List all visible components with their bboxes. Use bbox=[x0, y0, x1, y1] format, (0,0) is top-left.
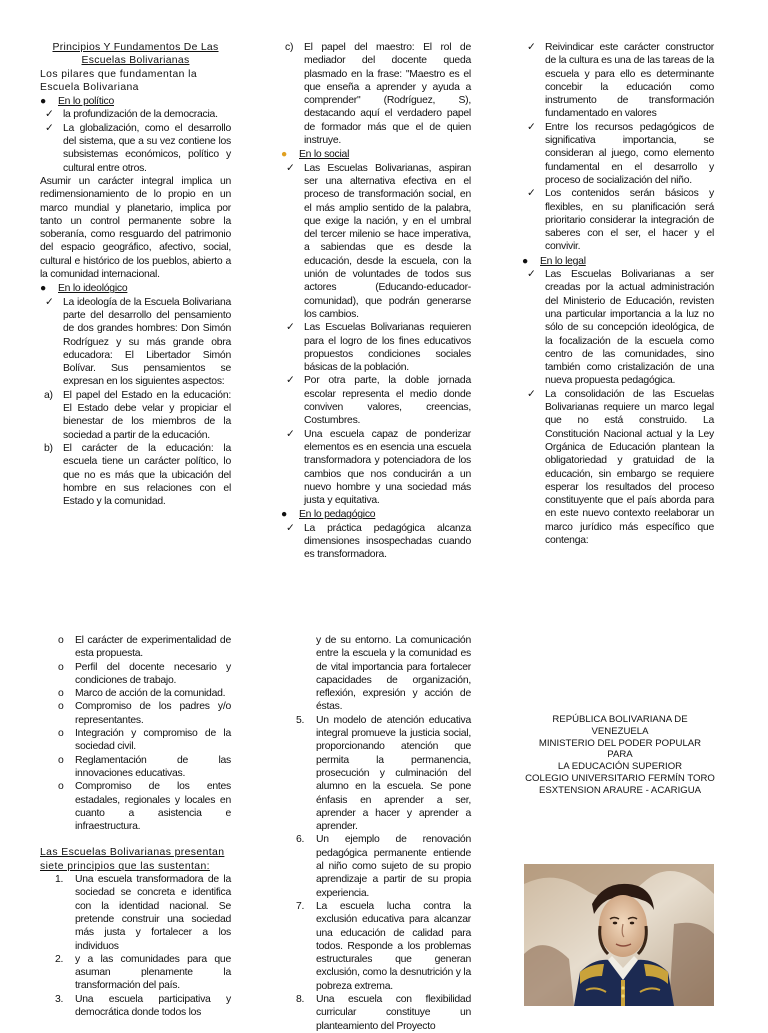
list-item-text: Reivindicar este carácter constructor de la cultura es una de las tareas de la escuela y para ello es determinante concebir la educación como instrumento de transformación fundamentado en valores bbox=[545, 42, 714, 120]
list-item bbox=[40, 661, 231, 688]
list-item bbox=[281, 162, 471, 322]
circle-bullet-icon: o bbox=[58, 781, 64, 793]
list-item-text: La práctica pedagógica alcanza dimensiones insospechadas cuando es transformadora. bbox=[304, 522, 471, 561]
list-number: 3. bbox=[55, 993, 64, 1005]
list-item-text: Entre los recursos pedagógicos de significativa importancia, se consideran al juego, como elemento fundamental en el desarrollo y proceso de socialización del niño. bbox=[545, 121, 714, 186]
list-item-text: Marco de acción de la comunidad. bbox=[75, 688, 226, 700]
panel-legal bbox=[522, 41, 714, 547]
list-item bbox=[40, 634, 231, 661]
list-number: 5. bbox=[296, 714, 305, 726]
list-label: c) bbox=[285, 42, 294, 53]
intro-text: Los pilares que fundamentan la Escuela Bolivariana bbox=[40, 68, 197, 93]
list-item-text: Un modelo de atención educativa integral promueve la justicia social, proporcionando atención que permita la permanencia, prosecución y culminación del alumno en la escuela. Se pone énfasis en aprender a ser, aprender a hacer y aprender a aprender. bbox=[316, 714, 471, 833]
list-item bbox=[40, 442, 231, 508]
check-icon: ✓ bbox=[286, 428, 295, 440]
list-item-text: Integración y compromiso de la sociedad civil. bbox=[75, 728, 231, 753]
paragraph-integral: Asumir un carácter integral implica un redimensionamiento de lo propio en un marco mundial y planetario, implica por tanto un control permanente sobre la soberanía, como resguardo del patrimonio del espacio geográfico, afectivo, social, cultural e histórico de los pueblos, abierto a la comunidad internacional. bbox=[40, 175, 231, 281]
list-item-text: Compromiso de los padres y/o representantes. bbox=[75, 701, 231, 726]
list-item bbox=[40, 873, 231, 953]
check-icon: ✓ bbox=[527, 42, 536, 53]
list-item-text: El papel del maestro: El rol de mediador del docente queda plasmado en la frase: "Maestro es el que enseña a aprender y ayuda a comprender" (Rodríguez, S), destacando aquí el verdadero papel de formador más que el de quien instruye. bbox=[304, 42, 471, 147]
list-item bbox=[40, 754, 231, 781]
list-item-text: El carácter de la educación: la escuela tiene un carácter político, lo que no es más que la ubicación del hombre en sus relaciones con el Estado y la comunidad. bbox=[63, 442, 231, 508]
list-item-text: El carácter de experimentalidad de esta propuesta. bbox=[75, 635, 231, 660]
list-item-text: Las Escuelas Bolivarianas requieren para el logro de los fines educativos propuestos condiciones sociales básicas de la población. bbox=[304, 322, 471, 374]
bullet-dot-icon: ● bbox=[281, 149, 288, 161]
list-item-text: La ideología de la Escuela Bolivariana parte del desarrollo del pensamiento de dos grandes hombres: Don Simón Rodríguez y su más grande obra educadora: El Libertador Simón Bolívar. Sus pensamientos se expresan en los siguientes aspectos: bbox=[63, 296, 231, 388]
list-item bbox=[522, 121, 714, 187]
section-legal bbox=[522, 255, 714, 268]
list-item bbox=[40, 993, 231, 1020]
list-item bbox=[281, 428, 471, 508]
bullet-dot-icon: ● bbox=[40, 283, 47, 295]
list-item bbox=[281, 41, 471, 147]
list-label: a) bbox=[44, 389, 53, 401]
bolivar-portrait-image bbox=[524, 864, 714, 1006]
header-line: LA EDUCACIÓN SUPERIOR bbox=[557, 761, 683, 773]
bullet-dot-icon: ● bbox=[281, 509, 288, 521]
list-item bbox=[40, 389, 231, 442]
list-number: 7. bbox=[296, 900, 305, 912]
list-number: 1. bbox=[55, 874, 64, 886]
list-item bbox=[40, 700, 231, 727]
list-item-text: Una escuela participativa y democrática donde todos los bbox=[75, 993, 231, 1019]
check-icon: ✓ bbox=[286, 375, 295, 387]
section-heading: En lo social bbox=[299, 149, 350, 161]
check-icon: ✓ bbox=[527, 121, 536, 133]
section-pedagogico bbox=[281, 508, 471, 521]
header-line: REPÚBLICA BOLIVARIANA DE VENEZUELA bbox=[552, 714, 688, 737]
section-heading: En lo político bbox=[58, 96, 114, 108]
list-item bbox=[522, 41, 714, 121]
section-ideologico bbox=[40, 282, 231, 295]
list-item-text: Las Escuelas Bolivarianas a ser creadas por la actual administración del Ministerio de Educación, revisten una particular importancia a la luz no sólo de su concepción ideológica, de la focalización de la escuela como centro de las comunidades, sino también como cristalización de una nueva propuesta pedagógica. bbox=[545, 269, 714, 387]
list-item-text: La consolidación de las Escuelas Bolivarianas requiere un marco legal que no está construido. La Constitución Nacional actual y la Ley Orgánica de Educación plantean la obligatoriedad y gratuidad de la educación, sin embargo se requiere esperar los resultados del proceso constituyente que el país aborda para en este nuevo contexto reelaborar un marco jurídico más específico que contenga: bbox=[545, 388, 714, 546]
list-item bbox=[281, 522, 471, 562]
list-item-text: y a las comunidades para que asuman plenamente la transformación del país. bbox=[75, 953, 231, 992]
list-item-text: El papel del Estado en la educación: El Estado debe velar y propiciar el bienestar de los miembros de la sociedad a partir de la educación. bbox=[63, 389, 231, 441]
continuation-text: y de su entorno. La comunicación entre la escuela y la comunidad es de vital importancia para fortalecer capacidades de organización, reflexión, expresión y acción de éstas. bbox=[316, 635, 471, 713]
circle-bullet-icon: o bbox=[58, 754, 64, 766]
list-item bbox=[281, 900, 471, 993]
section-heading: En lo pedagógico bbox=[299, 509, 376, 521]
circle-bullet-icon: o bbox=[58, 728, 64, 740]
circle-bullet-icon: o bbox=[58, 661, 64, 673]
list-item bbox=[40, 122, 231, 175]
list-item-text: La escuela lucha contra la exclusión educativa para alcanzar una educación de calidad para todos. Responde a los problemas estructurales que generan exclusión, como la desnutrición y la pobreza extrema. bbox=[316, 900, 471, 992]
section-heading: En lo ideológico bbox=[58, 283, 128, 295]
panel-principios-cont bbox=[281, 634, 471, 1033]
list-item bbox=[522, 388, 714, 548]
portrait-illustration bbox=[524, 864, 714, 1006]
header-line: ESXTENSION ARAURE - ACARIGUA bbox=[538, 784, 702, 796]
list-number: 2. bbox=[55, 953, 64, 965]
check-icon: ✓ bbox=[527, 388, 536, 400]
panel-social bbox=[281, 41, 471, 562]
list-label: b) bbox=[44, 442, 53, 454]
check-icon: ✓ bbox=[527, 188, 536, 200]
list-item-text: Por otra parte, la doble jornada escolar representa el medio donde conviven valores, creencias, Costumbres. bbox=[304, 375, 471, 427]
list-item-text: Una escuela transformadora de la sociedad se concreta e identifica con la identidad nacional. Se pretende construir una sociedad más justa y fortalecer a los individuos bbox=[75, 874, 231, 952]
list-item-text: Reglamentación de las innovaciones educativas. bbox=[75, 754, 231, 779]
circle-bullet-icon: o bbox=[58, 688, 64, 700]
section-heading: En lo legal bbox=[540, 255, 586, 267]
title-line-2: Escuelas Bolivarianas bbox=[81, 55, 190, 67]
title-line-1: Principios Y Fundamentos De Las bbox=[52, 42, 219, 53]
list-item bbox=[40, 296, 231, 389]
check-icon: ✓ bbox=[286, 522, 295, 534]
bullet-dot-icon: ● bbox=[522, 255, 529, 267]
circle-bullet-icon: o bbox=[58, 635, 64, 646]
list-item bbox=[522, 268, 714, 388]
panel-siete-principios bbox=[40, 634, 231, 1019]
list-item-text: Los contenidos serán básicos y flexibles, en su planificación será prioritario considerar la integración de saberes con el ser, el hacer y el convivir. bbox=[545, 188, 714, 253]
bullet-dot-icon: ● bbox=[40, 96, 47, 108]
list-item bbox=[281, 374, 471, 427]
list-item bbox=[40, 727, 231, 754]
list-number: 6. bbox=[296, 834, 305, 846]
section-politico bbox=[40, 95, 231, 108]
panel-principios bbox=[40, 41, 231, 508]
list-item bbox=[522, 187, 714, 253]
header-line: MINISTERIO DEL PODER POPULAR PARA bbox=[538, 737, 702, 761]
list-item-text: Un ejemplo de renovación pedagógica permanente entiende al niño como sujeto de su propio aprendizaje a partir de su propia experiencia. bbox=[316, 834, 471, 899]
circle-bullet-icon: o bbox=[58, 701, 64, 713]
header-line: COLEGIO UNIVERSITARIO FERMÍN TORO bbox=[525, 772, 715, 784]
list-item-text: Compromiso de los entes estadales, regionales y locales en cuanto a asistencia e infraestructura. bbox=[75, 781, 231, 833]
check-icon: ✓ bbox=[45, 296, 54, 308]
check-icon: ✓ bbox=[286, 322, 295, 334]
list-number: 8. bbox=[296, 994, 305, 1006]
check-icon: ✓ bbox=[527, 269, 536, 281]
principles-heading-line-2: siete principios que las sustentan: bbox=[40, 860, 210, 872]
list-item bbox=[40, 108, 231, 121]
list-item-text: Perfil del docente necesario y condiciones de trabajo. bbox=[75, 661, 231, 686]
list-item bbox=[281, 321, 471, 374]
cover-institution-header bbox=[525, 714, 715, 797]
list-item bbox=[40, 687, 231, 700]
list-item bbox=[40, 953, 231, 993]
list-item-text: la profundización de la democracia. bbox=[63, 109, 218, 121]
principles-heading-line-1: Las Escuelas Bolivarianas presentan bbox=[40, 847, 225, 859]
list-item bbox=[281, 714, 471, 834]
list-item bbox=[281, 833, 471, 899]
list-item-text: La globalización, como el desarrollo del sistema, que a su vez contiene los subsistemas económicos, político y cultural entre otros. bbox=[63, 122, 231, 174]
check-icon: ✓ bbox=[45, 109, 54, 121]
list-item bbox=[281, 993, 471, 1033]
section-social bbox=[281, 148, 471, 161]
check-icon: ✓ bbox=[45, 122, 54, 134]
check-icon: ✓ bbox=[286, 162, 295, 174]
list-item-text: Una escuela con flexibilidad curricular constituye un planteamiento del Proyecto bbox=[316, 994, 471, 1032]
list-item bbox=[40, 780, 231, 833]
list-item-text: Una escuela capaz de ponderizar elementos es en esencia una escuela transformadora y potenciadora de los cambios que nos conducirán a un nuevo hombre y una sociedad más justa y equitativa. bbox=[304, 428, 471, 507]
list-item-text: Las Escuelas Bolivarianas, aspiran ser una alternativa efectiva en el proceso de transformación social, en el más amplio sentido de la palabra, que exige la nación, y en el umbral del tercer milenio se hace imperativa, a sabiendas que es desde la educación, desde la escuela, con la unión de voluntades de todos sus actores (Educando-educador-comunidad), que podrán generarse los cambios. bbox=[304, 162, 471, 320]
